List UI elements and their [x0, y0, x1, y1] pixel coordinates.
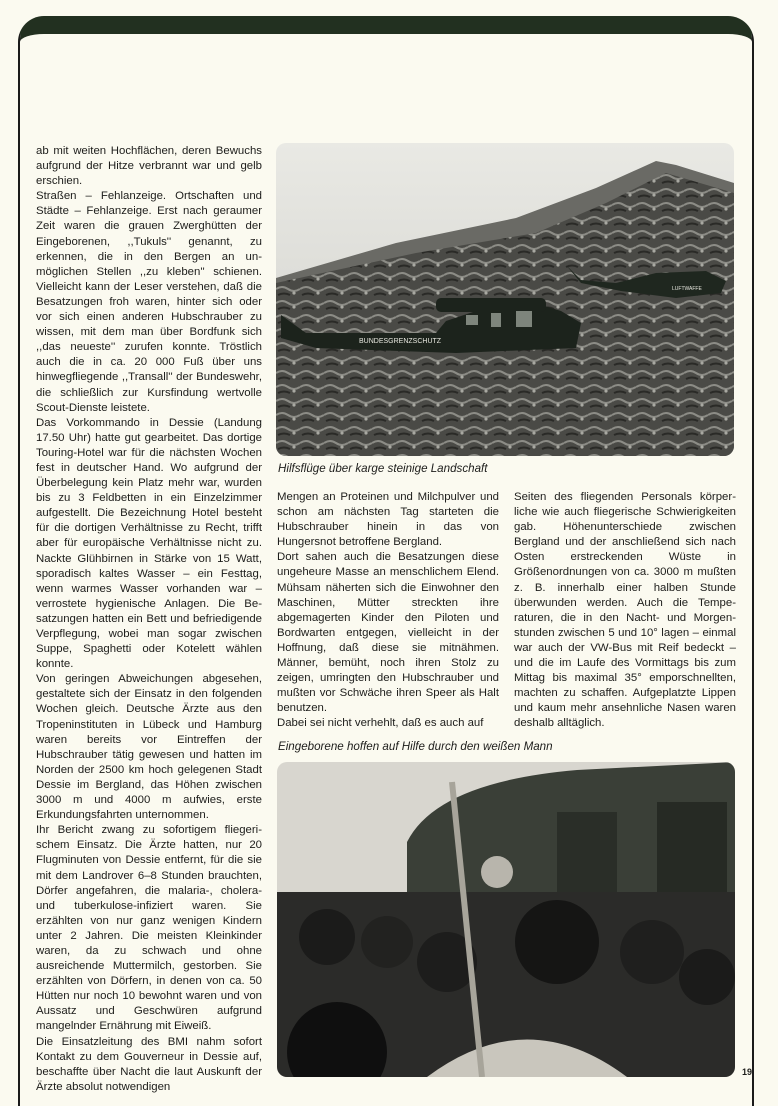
paragraph: Straßen – Fehlanzeige. Ortschaften und Städte – Fehlanzeige. Erst nach geraumer Zeit waren die grauen Zwerghütten der Eingeborenen, ,,Tukuls'' genannt, zu erkennen, die in den Bergen an unmöglichen Stellen ,,zu kleben'' schienen. Vielleicht kann der Leser verstehen, daß die Besatzungen froh waren, hinter sich oder vor sich einen anderen Hubschrauber zu wissen, mit dem man über Bordfunk sich ,,das neueste'' zurufen konnte. Tröstlich auch die in ca. 20 000 Fuß über uns hinwegfliegende ,,Transall'' der Bundeswehr, die schließlich zur Kursfindung wertvolle Scout-Dienste leistete. [36, 190, 262, 414]
paragraph: Von geringen Abweichungen abgesehen, gestaltete sich der Einsatz in den folgenden Wochen gleich. Deutsche Ärzte aus den Tropeninstituten in Lübeck und Hamburg waren bereits vor Eintreffen der Hubschrauber tätig gewesen und hatten im Norden der 2500 km hoch gelegenen Stadt Dessie im Bergland, das Höhen zwischen 3000 m und 4000 m aufwies, erste Erkundungsfahrten unternommen. [36, 673, 262, 822]
text-column-1 [36, 144, 262, 1095]
paragraph: Seiten des fliegenden Personals körperliche wie auch fliegerische Schwierigkeiten gab. Höhenunterschiede zwischen Bergland und der anschließend sich nach Osten erstreckenden Wüste in Größenordnungen von ca. 3000 m mußten z. B. innerhalb einer halben Stunde überwunden werden. Auch die Temperaturen, die in den Nacht- und Morgenstunden zwischen 5 und 10° lagen – einmal war auch der VW-Bus mit Reif bedeckt – und die im Laufe des Vormittags bis zum Mittag bis maximal 35° emporschnellten, machten zu schaffen. Aufgeplatzte Lippen und kaum mehr ansehnliche Nasen waren deshalb alltäglich. [514, 491, 736, 730]
paragraph: Dort sahen auch die Besatzungen diese ungeheure Masse an menschlichem Elend. Mühsam näherten sich die Einwohner den Maschinen, Mütter streckten ihre abgemagerten Kinder den Piloten und Bordwarten entgegen, vielleicht in der Hoffnung, daß diese sie mitnähmen. Männer, bemüht, noch ihren Stolz zu zeigen, umringten den Hubschrauber und mußten vor Schwäche ihren Speer als Halt benutzen. [277, 551, 499, 715]
photo-helicopters-landscape [276, 143, 734, 456]
helicopters-image [276, 143, 734, 456]
figure-caption: Eingeborene hoffen auf Hilfe durch den weißen Mann [278, 740, 553, 753]
paragraph: Die Einsatzleitung des BMI nahm sofort Kontakt zu dem Gouverneur in Dessie auf, beschaffte über Nacht die laut Auskunft der Ärzte absolut notwendigen [36, 1035, 262, 1093]
page-number: 19 [742, 1067, 753, 1077]
paragraph: Mengen an Proteinen und Milchpulver und schon am nächsten Tag starteten die Hubschrauber hinein in das von Hungersnot betroffene Bergland. [277, 491, 499, 549]
text-column-3 [514, 490, 736, 732]
paragraph: ab mit weiten Hochflächen, deren Bewuchs aufgrund der Hitze verbrannt war und gelb erschien. [36, 145, 262, 188]
svg-text:LUFTWAFFE: LUFTWAFFE [672, 286, 702, 292]
svg-text:BUNDESGRENZSCHUTZ: BUNDESGRENZSCHUTZ [359, 338, 442, 345]
crowd-image [277, 762, 735, 1077]
paragraph: Das Vorkommando in Dessie (Landung 17.50 Uhr) hatte gut gearbeitet. Das dortige Touring-Hotel war für die nächsten Wochen fest in deutscher Hand. Wo aufgrund der Überbelegung kein Platz mehr war, wurden bis zu 3 Feldbetten in ein Einzelzimmer aufgestellt. Die Bezeichnung Hotel besteht für die dortigen Verhältnisse zu Recht, trifft aber für europäische Verhältnisse nicht zu. Nackte Glühbirnen in Stärke von 15 Watt, sporadisch kaltes Wasser – ein Festtag, wenn warmes Wasser vorhanden war – verrostete hygienische Anlagen. Die Besatzungen hatten ein Bett und befriedigende Verpflegung, wobei man sogar zwischen Suppe, Spaghetti oder Kotelett wählen konnte. [36, 416, 262, 671]
photo-crowd-helicopter [277, 762, 735, 1077]
text-column-2 [277, 490, 499, 732]
paragraph: Ihr Bericht zwang zu sofortigem fliegerischem Einsatz. Die Ärzte hatten, nur 20 Flugminuten von Dessie entfernt, für die sie mit dem Landrover 6–8 Stunden brauchten, Dörfer angefahren, die malaria-, cholera- und tuberkulose-infiziert waren. Sie erzählten von nur ganz wenigen Kindern unter 2 Jahren. Die meisten Kleinkinder waren, da zu schwach und ohne ausreichende Muttermilch, gestorben. Sie erzählten von Dörfern, in denen von ca. 50 Hütten nur noch 10 bewohnt waren und von Aussatz und Geschwüren aufgrund mangelnder Ernährung mit Eiweiß. [36, 824, 262, 1033]
paragraph: Dabei sei nicht verhehlt, daß es auch auf [277, 717, 484, 730]
figure-caption: Hilfsflüge über karge steinige Landschaft [278, 462, 488, 475]
